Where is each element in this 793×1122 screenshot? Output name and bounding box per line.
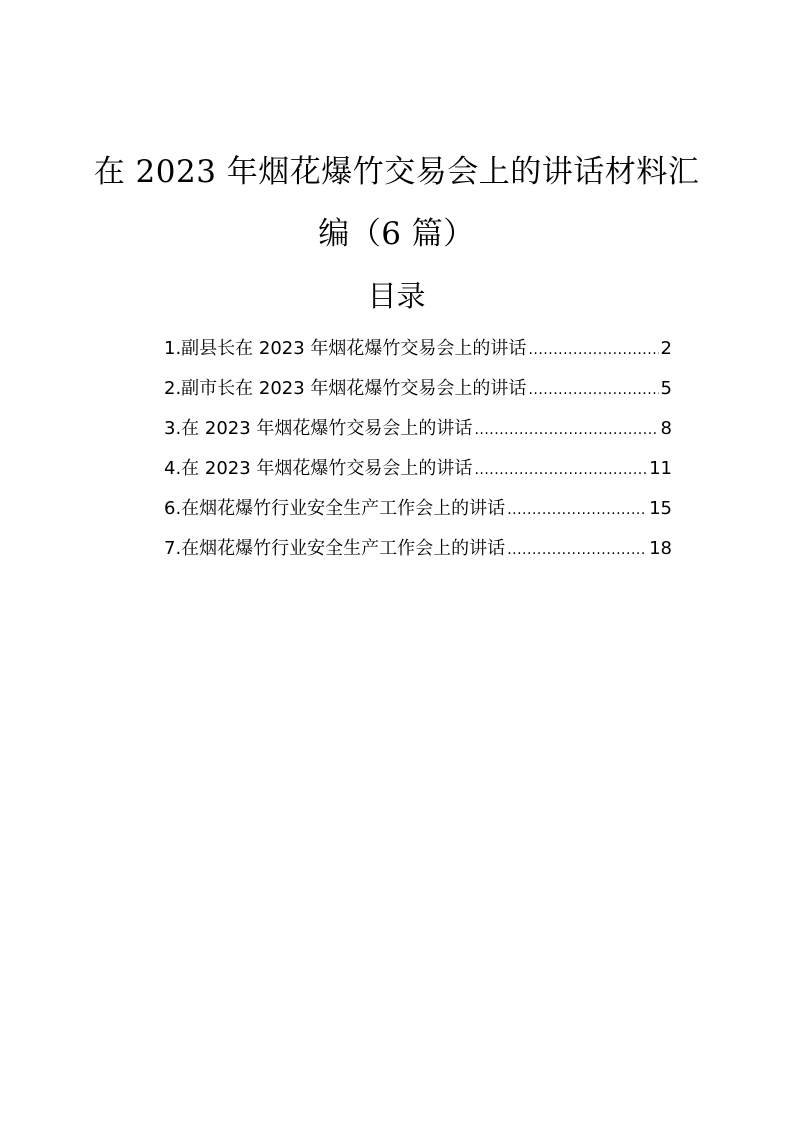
toc-entry-title: 2.副市长在 2023 年烟花爆竹交易会上的讲话 [164,378,527,399]
toc-dot-leader [507,496,647,524]
toc-entry-title: 7.在烟花爆竹行业安全生产工作会上的讲话 [164,538,506,559]
toc-dot-leader [474,416,658,444]
toc-entry[interactable] [164,375,672,415]
toc-entry-title: 6.在烟花爆竹行业安全生产工作会上的讲话 [164,498,506,519]
toc-dot-leader [474,456,647,484]
toc-entry[interactable] [164,495,672,535]
toc-heading: 目录 [367,279,426,313]
document-title-line-2: 编（6 篇） [318,216,475,252]
toc-dot-leader [528,376,658,404]
toc-page-number: 8 [660,418,672,439]
toc-dot-leader [528,336,658,364]
toc-entry[interactable] [164,335,672,375]
toc-page-number: 5 [660,378,672,399]
table-of-contents [164,335,672,575]
toc-entry-title: 1.副县长在 2023 年烟花爆竹交易会上的讲话 [164,338,527,359]
toc-entry-title: 4.在 2023 年烟花爆竹交易会上的讲话 [164,458,473,479]
toc-dot-leader [507,536,647,564]
toc-entry[interactable] [164,455,672,495]
toc-entry-title: 3.在 2023 年烟花爆竹交易会上的讲话 [164,418,473,439]
toc-page-number: 18 [649,538,672,559]
toc-page-number: 2 [660,338,672,359]
toc-page-number: 15 [649,498,672,519]
toc-entry[interactable] [164,415,672,455]
document-title-line-1: 在 2023 年烟花爆竹交易会上的讲话材料汇 [93,154,700,190]
toc-page-number: 11 [649,458,672,479]
toc-entry[interactable] [164,535,672,575]
